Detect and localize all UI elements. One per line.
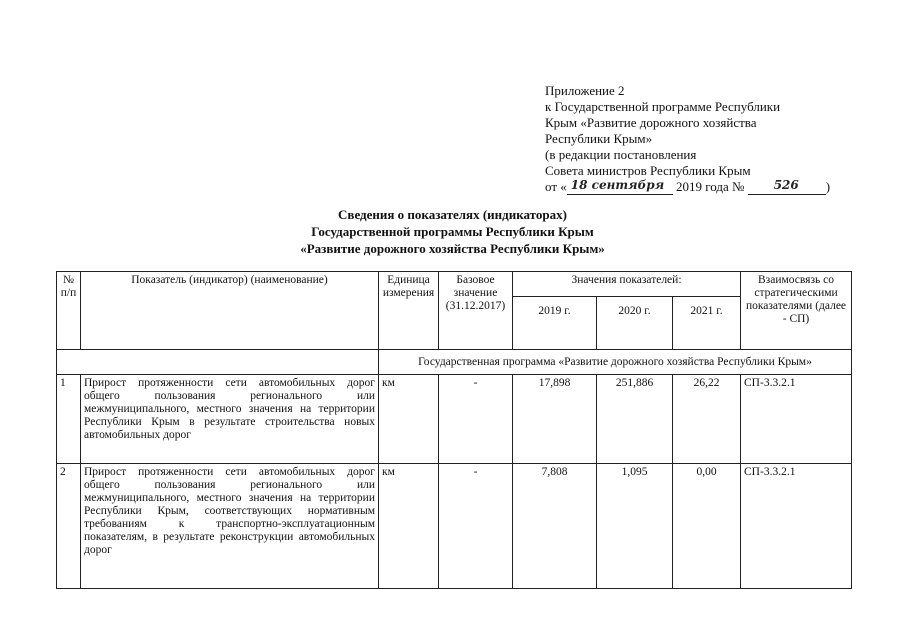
appendix-line: Крым «Развитие дорожного хозяйства	[545, 115, 757, 130]
date-prefix: от «	[545, 179, 567, 194]
header-values: Значения показателей:	[513, 272, 741, 297]
row-value-2021: 26,22	[673, 375, 741, 464]
row-unit: км	[379, 375, 439, 464]
table-row	[57, 464, 852, 589]
row-num: 1	[57, 375, 81, 464]
table-row	[57, 375, 852, 464]
title-line-3: «Развитие дорожного хозяйства Республики Крым»	[300, 241, 605, 256]
row-indicator: Прирост протяженности сети автомобильных дорог общего пользования регионального или межмуниципального, местного значения на территории Республики Крым в результате строительства новых автомобильных дорог	[81, 375, 379, 464]
appendix-line: Республики Крым»	[545, 131, 653, 146]
document-title	[0, 206, 905, 257]
header-year-2020: 2020 г.	[597, 297, 673, 350]
indicators-table	[56, 271, 852, 589]
title-line-2: Государственной программы Республики Крым	[311, 224, 594, 239]
header-indicator: Показатель (индикатор) (наименование)	[81, 272, 379, 350]
section-row	[57, 350, 852, 375]
title-line-1: Сведения о показателях (индикаторах)	[338, 207, 567, 222]
appendix-line: к Государственной программе Республики	[545, 99, 781, 114]
row-num: 2	[57, 464, 81, 589]
handwritten-date: 18 сентября	[570, 178, 665, 192]
row-value-2020: 251,886	[597, 375, 673, 464]
row-link: СП-3.3.2.1	[741, 375, 852, 464]
header-row	[57, 272, 852, 297]
header-year-2019: 2019 г.	[513, 297, 597, 350]
appendix-block	[545, 83, 830, 195]
row-base: -	[439, 375, 513, 464]
appendix-line: Приложение 2	[545, 83, 625, 98]
header-base: Базовое значение (31.12.2017)	[439, 272, 513, 350]
appendix-date-line	[545, 179, 830, 195]
row-indicator: Прирост протяженности сети автомобильных дорог общего пользования регионального или межмуниципального, местного значения на территории Республики Крым, соответствующих нормативным требованиям к транспортно-эксплуатационным показателям, в результате реконструкции автомобильных дорог	[81, 464, 379, 589]
header-num: № п/п	[57, 272, 81, 350]
handwritten-number: 526	[773, 178, 799, 192]
row-value-2021: 0,00	[673, 464, 741, 589]
year-text: 2019 года №	[676, 179, 745, 194]
row-link: СП-3.3.2.1	[741, 464, 852, 589]
appendix-line: Совета министров Республики Крым	[545, 163, 751, 178]
row-value-2019: 7,808	[513, 464, 597, 589]
section-title: Государственная программа «Развитие дорожного хозяйства Республики Крым»	[379, 350, 852, 375]
appendix-line: (в редакции постановления	[545, 147, 697, 162]
section-spacer	[57, 350, 379, 375]
header-year-2021: 2021 г.	[673, 297, 741, 350]
closing-paren: )	[825, 179, 831, 194]
number-signature-field	[748, 180, 826, 195]
header-unit: Единица измерения	[379, 272, 439, 350]
row-value-2019: 17,898	[513, 375, 597, 464]
row-value-2020: 1,095	[597, 464, 673, 589]
header-link: Взаимосвязь со стратегическими показателями (далее - СП)	[741, 272, 852, 350]
date-signature-field	[567, 180, 673, 195]
row-base: -	[439, 464, 513, 589]
row-unit: км	[379, 464, 439, 589]
